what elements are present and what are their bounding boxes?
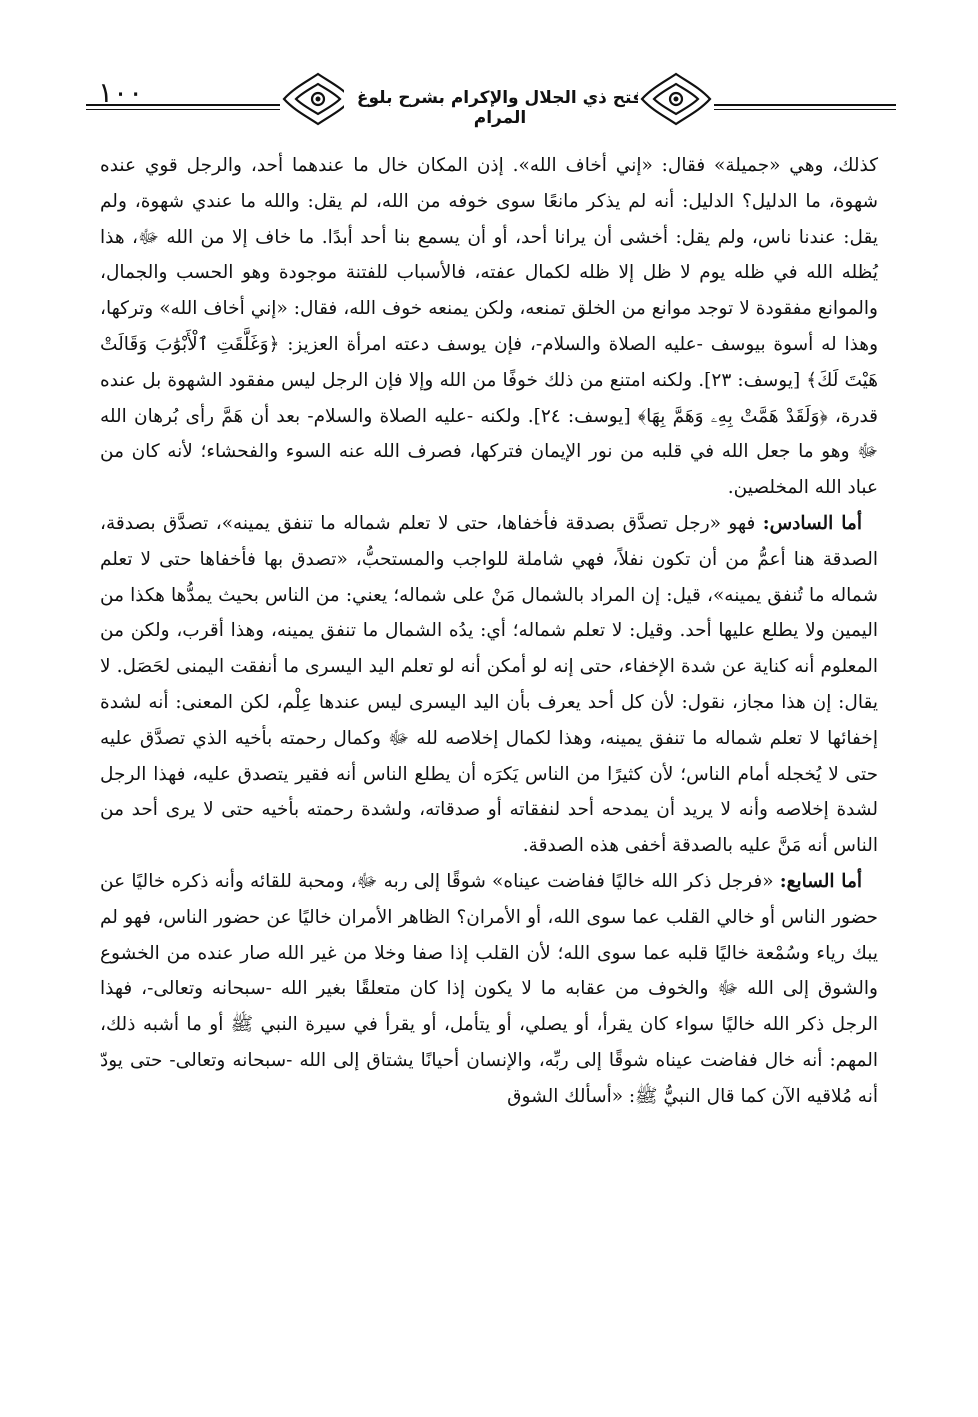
paragraph-2 (100, 506, 878, 864)
paragraph-3 (100, 864, 878, 1115)
paragraph-1 (100, 148, 878, 506)
page-header (86, 60, 896, 130)
book-title: فتح ذي الجلال والإكرام بشرح بلوغ المرام (344, 88, 656, 128)
paragraph-3-lead: أما السابع: (779, 870, 862, 892)
ornament-right-icon (638, 68, 714, 130)
paragraph-3-text: «فرجل ذكر الله خاليًا ففاضت عيناه» شوقًا إلى ربه ﷻ، ومحبة للقائه وأنه ذكره خاليًا عن حضور الناس أو خالي القلب عما سوى الله، أو الأمران؟ الظاهر الأمران خاليًا عن حضور الناس، فهو لم يبك رياء وسُمْعة خاليًا قلبه عما سوى الله؛ لأن القلب إذا صفا وخلا من غير الله صار عنده من الخشوع والشوق إلى الله ﷻ والخوف من عقابه ما لا يكون إذا كان متعلقًا بغير الله -سبحانه وتعالى-، فهذا الرجل ذكر الله خاليًا سواء كان يقرأ، أو يصلي، أو يتأمل، أو يقرأ في سيرة النبي ﷺ أو ما أشبه ذلك، المهم: أنه خال ففاضت عيناه شوقًا إلى ربِّه، والإنسان أحيانًا يشتاق إلى الله -سبحانه وتعالى- حتى يودّ أنه مُلاقيه الآن كما قال النبيُّ ﷺ: «أسألك الشوق (100, 870, 878, 1107)
paragraph-1-text: كذلك، وهي «جميلة» فقال: «إني أخاف الله». إذن المكان خال ما عندهما أحد، والرجل قوي عنده شهوة، ما الدليل؟ الدليل: أنه لم يذكر مانعًا سوى خوفه من الله، لم يقل: والله ما عندي شهوة، ولم يقل: عندنا ناس، ولم يقل: أخشى أن يرانا أحد، أو أن يسمع بنا أحد أبدًا. ما خاف إلا من الله ﷻ، هذا يُظله الله في ظله يوم لا ظل إلا ظله لكمال عفته، فالأسباب للفتنة موجودة وهو الحسب والجمال، والموانع مفقودة لا توجد موانع من الخلق تمنعه، ولكن يمنعه خوف الله، فقال: «إني أخاف الله» وتركها، وهذا له أسوة بيوسف -عليه الصلاة والسلام-، فإن يوسف دعته امرأة العزيز: ﴿وَغَلَّقَتِ ٱلْأَبْوَٰبَ وَقَالَتْ هَيْتَ لَكَ﴾ [يوسف: ٢٣]. ولكنه امتنع من ذلك خوفًا من الله وإلا فإن الرجل ليس مفقود الشهوة بل عنده قدرة، ﴿وَلَقَدْ هَمَّتْ بِهِۦ وَهَمَّ بِهَا﴾ [يوسف: ٢٤]. ولكنه -عليه الصلاة والسلام- بعد أن هَمَّ رأى بُرهان الله ﷻ وهو ما جعل الله في قلبه من نور الإيمان فتركها، فصرف الله عنه السوء والفحشاء؛ لأنه كان من عباد الله المخلصين. (100, 155, 879, 499)
body-text (100, 148, 878, 1115)
paragraph-2-lead: أما السادس: (762, 512, 862, 534)
paragraph-2-text: فهو «رجل تصدَّق بصدقة فأخفاها، حتى لا تعلم شماله ما تنفق يمينه»، تصدَّق بصدقة، الصدقة هنا أعمُّ من أن تكون نفلاً، فهي شاملة للواجب والمستحبُّ، «تصدق بها فأخفاها حتى لا تعلم شماله ما تُنفق يمينه»، قيل: إن المراد بالشمال مَنْ على شماله؛ يعني: من الناس بحيث يمدُّها هكذا من اليمين ولا يطلع عليها أحد. وقيل: لا تعلم شماله؛ أي: يدُه الشمال ما تنفق يمينه، وهذا أقرب، ولكن من المعلوم أنه كناية عن شدة الإخفاء، حتى إنه لو أمكن أنه لو تعلم اليد اليسرى ما أنفقت اليمنى لحَصَل. لا يقال: إن هذا مجاز، نقول: لأن كل أحد يعرف بأن اليد اليسرى ليس عندها عِلْم، لكن المعنى: أنه لشدة إخفائها لا تعلم شماله ما تنفق يمينه، وهذا لكمال إخلاصه لله ﷻ وكمال رحمته بأخيه الذي تصدَّق عليه حتى لا يُخجله أمام الناس؛ لأن كثيرًا من الناس يَكرَه أن يطلع الناس أنه فقير يتصدق عليه، فهذا الرجل لشدة إخلاصه وأنه لا يريد أن يمدحه أحد لنفقاته أو صدقاته، ولشدة رحمته بأخيه حتى لا يرى أحد من الناس أنه مَنَّ عليه بالصدقة أخفى هذه الصدقة. (100, 512, 878, 857)
page-number: ١٠٠ (98, 76, 144, 109)
